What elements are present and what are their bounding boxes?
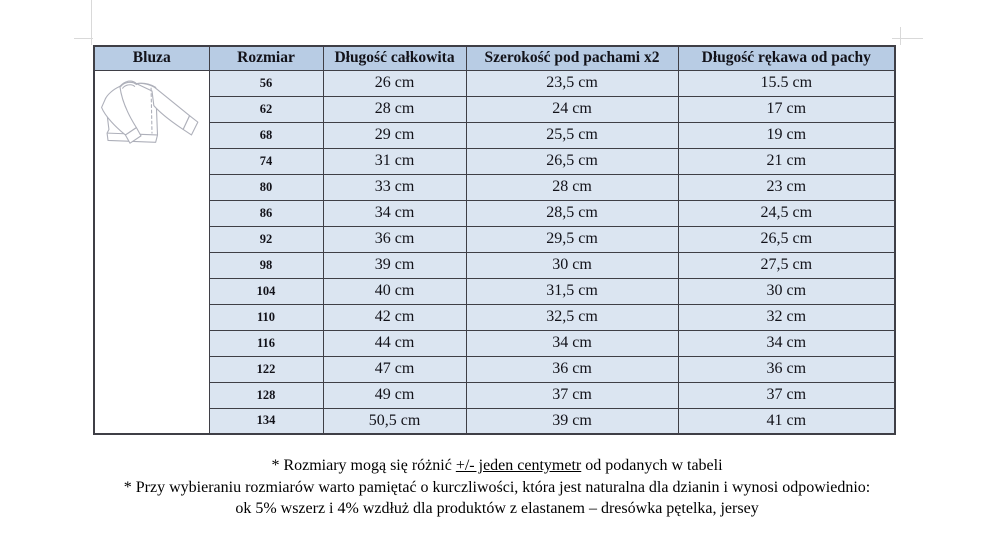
- cell-total-length: 31 cm: [323, 148, 466, 174]
- table-row: [94, 122, 895, 148]
- cell-size: 68: [209, 122, 323, 148]
- cell-total-length: 49 cm: [323, 382, 466, 408]
- cell-underarm-width: 37 cm: [466, 382, 678, 408]
- cell-size: 92: [209, 226, 323, 252]
- footnotes: [0, 455, 994, 520]
- footnote-1-underlined: +/- jeden centymetr: [455, 457, 582, 474]
- cell-size: 86: [209, 200, 323, 226]
- cell-total-length: 39 cm: [323, 252, 466, 278]
- table-row: [94, 226, 895, 252]
- column-header-rozmiar: Rozmiar: [209, 46, 323, 70]
- cell-total-length: 34 cm: [323, 200, 466, 226]
- cell-underarm-width: 39 cm: [466, 408, 678, 434]
- gridline-artifact: [892, 38, 923, 39]
- footnote-1-prefix: * Rozmiary mogą się różnić: [271, 457, 456, 474]
- footnote-2: * Przy wybieraniu rozmiarów warto pamiętać o kurczliwości, która jest naturalna dla dzianin i wynosi odpowiednio:: [123, 478, 871, 496]
- cell-sleeve-length: 37 cm: [678, 382, 895, 408]
- cell-total-length: 44 cm: [323, 330, 466, 356]
- column-header-dlugosc-rekawa: Długość rękawa od pachy: [678, 46, 895, 70]
- table-row: [94, 252, 895, 278]
- cell-sleeve-length: 34 cm: [678, 330, 895, 356]
- cell-sleeve-length: 41 cm: [678, 408, 895, 434]
- cell-underarm-width: 28 cm: [466, 174, 678, 200]
- cell-total-length: 26 cm: [323, 70, 466, 96]
- footnote-1: [0, 455, 994, 477]
- sweatshirt-image-cell: [94, 70, 209, 434]
- cell-underarm-width: 30 cm: [466, 252, 678, 278]
- cell-total-length: 28 cm: [323, 96, 466, 122]
- cell-sleeve-length: 23 cm: [678, 174, 895, 200]
- cell-sleeve-length: 36 cm: [678, 356, 895, 382]
- cell-total-length: 29 cm: [323, 122, 466, 148]
- column-header-szerokosc-pod-pachami: Szerokość pod pachami x2: [466, 46, 678, 70]
- cell-total-length: 40 cm: [323, 278, 466, 304]
- table-header-row: [94, 46, 895, 70]
- table-row: [94, 356, 895, 382]
- table-row: [94, 278, 895, 304]
- cell-sleeve-length: 15.5 cm: [678, 70, 895, 96]
- cell-underarm-width: 34 cm: [466, 330, 678, 356]
- cell-sleeve-length: 26,5 cm: [678, 226, 895, 252]
- table-row: [94, 330, 895, 356]
- cell-size: 104: [209, 278, 323, 304]
- cell-underarm-width: 26,5 cm: [466, 148, 678, 174]
- cell-total-length: 36 cm: [323, 226, 466, 252]
- cell-underarm-width: 29,5 cm: [466, 226, 678, 252]
- column-header-bluza: Bluza: [94, 46, 209, 70]
- footnote-3: ok 5% wszerz i 4% wzdłuż dla produktów z elastanem – dresówka pętelka, jersey: [235, 500, 759, 517]
- table-row: [94, 382, 895, 408]
- cell-underarm-width: 24 cm: [466, 96, 678, 122]
- cell-size: 80: [209, 174, 323, 200]
- cell-underarm-width: 36 cm: [466, 356, 678, 382]
- column-header-dlugosc-calkowita: Długość całkowita: [323, 46, 466, 70]
- cell-sleeve-length: 30 cm: [678, 278, 895, 304]
- size-table: [93, 45, 896, 435]
- cell-size: 98: [209, 252, 323, 278]
- cell-underarm-width: 28,5 cm: [466, 200, 678, 226]
- cell-sleeve-length: 27,5 cm: [678, 252, 895, 278]
- cell-size: 62: [209, 96, 323, 122]
- cell-size: 110: [209, 304, 323, 330]
- table-row: [94, 148, 895, 174]
- cell-sleeve-length: 21 cm: [678, 148, 895, 174]
- table-row: [94, 96, 895, 122]
- cell-total-length: 47 cm: [323, 356, 466, 382]
- cell-size: 122: [209, 356, 323, 382]
- cell-underarm-width: 32,5 cm: [466, 304, 678, 330]
- cell-sleeve-length: 32 cm: [678, 304, 895, 330]
- gridline-artifact: [900, 27, 901, 45]
- cell-size: 74: [209, 148, 323, 174]
- table-row: [94, 70, 895, 96]
- table-row: [94, 304, 895, 330]
- sweatshirt-icon: [97, 74, 207, 162]
- cell-sleeve-length: 17 cm: [678, 96, 895, 122]
- cell-size: 56: [209, 70, 323, 96]
- cell-total-length: 33 cm: [323, 174, 466, 200]
- cell-size: 134: [209, 408, 323, 434]
- cell-sleeve-length: 19 cm: [678, 122, 895, 148]
- cell-underarm-width: 31,5 cm: [466, 278, 678, 304]
- footnote-1-suffix: od podanych w tabeli: [581, 457, 723, 474]
- cell-size: 116: [209, 330, 323, 356]
- cell-total-length: 50,5 cm: [323, 408, 466, 434]
- table-row: [94, 408, 895, 434]
- cell-total-length: 42 cm: [323, 304, 466, 330]
- table-row: [94, 174, 895, 200]
- cell-size: 128: [209, 382, 323, 408]
- gridline-artifact: [74, 38, 93, 39]
- cell-underarm-width: 25,5 cm: [466, 122, 678, 148]
- cell-sleeve-length: 24,5 cm: [678, 200, 895, 226]
- cell-underarm-width: 23,5 cm: [466, 70, 678, 96]
- table-row: [94, 200, 895, 226]
